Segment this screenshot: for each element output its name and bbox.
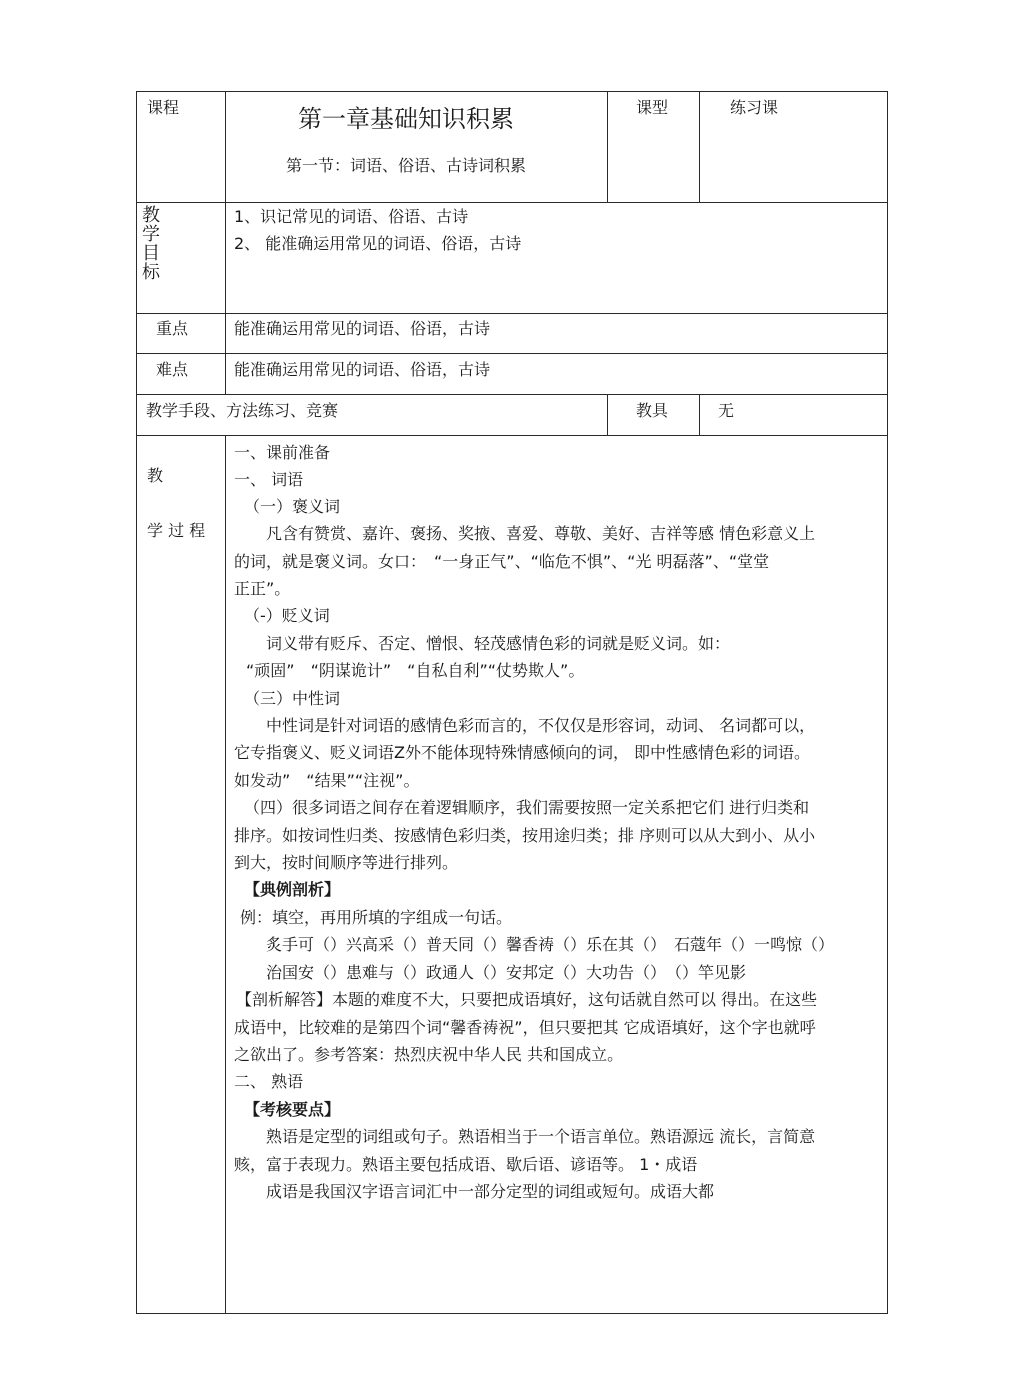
process-line: 【剖析解答】本题的难度不大，只要把成语填好，这句话就自然可以 得出。在这些	[236, 990, 818, 1009]
difficulty-value: 能准确运用常见的词语、俗语，古诗	[234, 360, 491, 379]
page-subtitle: 第一节：词语、俗语、古诗词积累	[286, 156, 527, 175]
page-title: 第一章基础知识积累	[298, 105, 514, 133]
key-point-value: 能准确运用常见的词语、俗语，古诗	[234, 319, 491, 338]
process-line: 炙手可（）兴高采（）普天同（）馨香祷（）乐在其（） 石蔻年（）一鸣惊（）	[234, 935, 835, 954]
row-divider-4	[136, 394, 888, 395]
course-label: 课程	[147, 98, 180, 117]
border-left	[136, 91, 137, 1314]
process-line: （三）中性词	[244, 689, 341, 708]
process-line: 赅，富于表现力。熟语主要包括成语、歇后语、谚语等。 1・成语	[234, 1155, 698, 1174]
process-label-1: 教	[147, 466, 164, 485]
teaching-tools-value: 无	[718, 401, 735, 420]
row-divider-1	[136, 202, 888, 203]
process-line: 一、 词语	[234, 470, 304, 489]
course-type-label: 课型	[636, 98, 669, 117]
goals-label-char: 学	[142, 224, 160, 245]
process-line: 一、课前准备	[234, 443, 331, 462]
process-line: （-）贬义词	[244, 606, 330, 625]
process-line: 成语中，比较难的是第四个词“馨香祷祝”，但只要把其 它成语填好，这个字也就呼	[234, 1018, 816, 1037]
goals-label-char: 目	[142, 243, 160, 264]
divider-type-column	[607, 91, 608, 203]
process-label-2: 学 过 程	[147, 521, 206, 540]
process-line: （一）褒义词	[244, 497, 341, 516]
difficulty-label: 难点	[156, 360, 189, 379]
goal-item: 1、识记常见的词语、俗语、古诗	[234, 207, 469, 226]
divider-type-column-2	[607, 395, 608, 436]
goals-label-char: 标	[142, 262, 160, 283]
key-point-label: 重点	[156, 319, 189, 338]
process-line: 二、 熟语	[234, 1072, 304, 1091]
divider-type-value-column-2	[699, 395, 700, 436]
process-line: 排序。如按词性归类、按感情色彩归类，按用途归类；排 序则可以从大到小、从小	[234, 826, 816, 845]
process-line: 如发动” “结果”“注视”。	[234, 771, 420, 790]
process-line: 到大，按时间顺序等进行排列。	[234, 853, 459, 872]
process-line: 中性词是针对词语的感情色彩而言的，不仅仅是形容词，动词、 名词都可以，	[234, 716, 816, 735]
divider-type-value-column	[699, 91, 700, 203]
goal-item: 2、 能准确运用常见的词语、俗语，古诗	[234, 234, 522, 253]
process-line: 例：填空，再用所填的字组成一句话。	[240, 908, 513, 927]
process-line: 熟语是定型的词组或句子。熟语相当于一个语言单位。熟语源远 流长，言简意	[234, 1127, 816, 1146]
process-line: 【典例剖析】	[244, 880, 341, 899]
process-line: （四）很多词语之间存在着逻辑顺序，我们需要按照一定关系把它们 进行归类和	[244, 798, 810, 817]
process-line: 它专指褒义、贬义词语Z外不能体现特殊情感倾向的词， 即中性感情色彩的词语。	[234, 743, 811, 762]
teaching-means: 教学手段、方法练习、竞赛	[146, 401, 339, 420]
row-divider-2	[136, 313, 888, 314]
divider-label-column	[225, 91, 226, 395]
process-line: 之欲出了。参考答案：热烈庆祝中华人民 共和国成立。	[234, 1045, 624, 1064]
process-line: 治国安（）患难与（）政通人（）安邦定（）大功告（） （）竿见影	[234, 963, 747, 982]
process-line: 成语是我国汉字语言词汇中一部分定型的词组或短句。成语大都	[234, 1182, 715, 1201]
row-divider-5	[136, 435, 888, 436]
process-line: “顽固” “阴谋诡计” “自私自利”“仗势欺人”。	[246, 661, 585, 680]
teaching-tools-label: 教具	[636, 401, 669, 420]
goals-label	[142, 206, 162, 282]
goals-label-char: 教	[142, 205, 160, 226]
course-type-value: 练习课	[730, 98, 779, 117]
process-line: 【考核要点】	[244, 1100, 341, 1119]
process-line: 凡含有赞赏、嘉许、褒扬、奖掖、喜爱、尊敬、美好、吉祥等感 情色彩意义上	[234, 524, 816, 543]
process-line: 的词，就是褒义词。女口： “一身正气”、“临危不惧”、“光 明磊落”、“堂堂	[234, 552, 770, 571]
divider-label-column-lower	[225, 436, 226, 1314]
process-line: 正正”。	[234, 579, 291, 598]
border-right	[887, 91, 888, 1314]
border-bottom	[136, 1313, 888, 1314]
row-divider-3	[136, 353, 888, 354]
border-top	[136, 91, 888, 92]
process-line: 词义带有贬斥、否定、憎恨、轻茂感情色彩的词就是贬义词。如：	[234, 634, 731, 653]
